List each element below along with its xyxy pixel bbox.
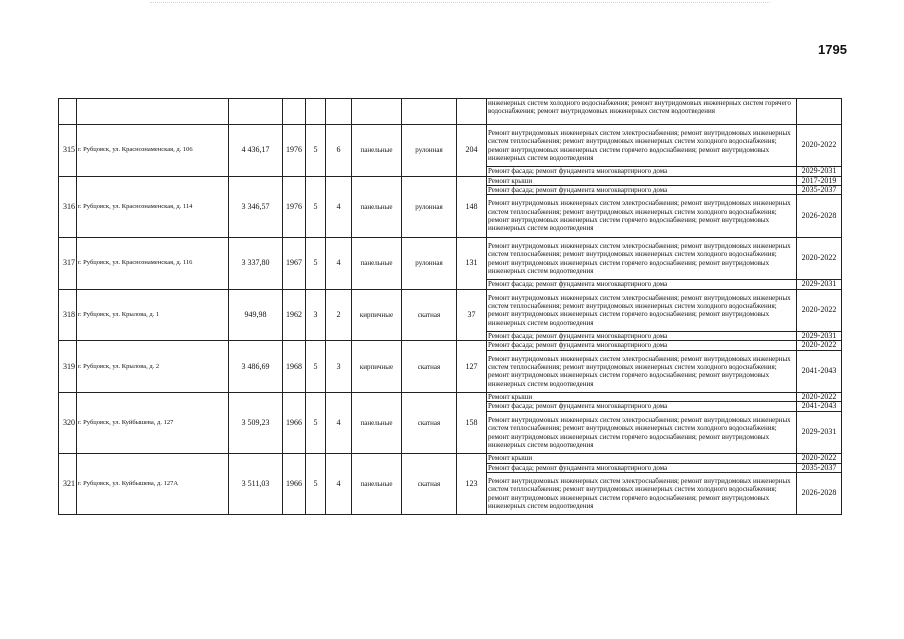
entrances-cell: 4 — [326, 237, 352, 289]
roof-type-cell: скатная — [402, 393, 457, 454]
floors-cell: 5 — [306, 393, 326, 454]
period-cell: 2020-2022 — [797, 454, 842, 463]
area-cell: 3 511,03 — [229, 454, 283, 515]
year-cell: 1966 — [283, 454, 306, 515]
year-cell: 1976 — [283, 176, 306, 237]
period-cell: 2041-2043 — [797, 350, 842, 393]
wall-material-cell: панельные — [352, 393, 402, 454]
period-cell: 2029-2031 — [797, 332, 842, 341]
table-row — [59, 237, 842, 280]
residents-cell: 204 — [457, 124, 487, 176]
work-type-cell: Ремонт фасада; ремонт фундамента многоквартирного дома — [487, 332, 797, 341]
row-number: 320 — [59, 393, 77, 454]
wall-material-cell: кирпичные — [352, 289, 402, 341]
row-number: 315 — [59, 124, 77, 176]
year-cell: 1962 — [283, 289, 306, 341]
floors-cell: 5 — [306, 341, 326, 393]
address-cell — [77, 99, 229, 125]
floors-cell: 5 — [306, 176, 326, 237]
repair-schedule-table — [58, 98, 842, 515]
row-number — [59, 99, 77, 125]
page-number: 1795 — [818, 42, 847, 57]
residents-cell: 123 — [457, 454, 487, 515]
table-row — [59, 176, 842, 185]
wall-material-cell: панельные — [352, 124, 402, 176]
period-cell: 2020-2022 — [797, 393, 842, 402]
entrances-cell: 4 — [326, 176, 352, 237]
entrances-cell — [326, 99, 352, 125]
period-cell: 2020-2022 — [797, 237, 842, 280]
wall-material-cell: панельные — [352, 237, 402, 289]
area-cell: 3 509,23 — [229, 393, 283, 454]
table-row — [59, 99, 842, 125]
residents-cell: 37 — [457, 289, 487, 341]
roof-type-cell: рулонная — [402, 176, 457, 237]
work-type-cell: Ремонт внутридомовых инженерных систем электроснабжения; ремонт внутридомовых инженерных систем теплоснабжения; ремонт внутридомовых инженерных систем холодного водоснабжения; ремонт внутридомовых инженерных систем горячего водоснабжения; ремонт внутридомовых инженерных систем водоотведения — [487, 289, 797, 332]
work-type-cell: Ремонт внутридомовых инженерных систем электроснабжения; ремонт внутридомовых инженерных систем теплоснабжения; ремонт внутридомовых инженерных систем холодного водоснабжения; ремонт внутридомовых инженерных систем горячего водоснабжения; ремонт внутридомовых инженерных систем водоотведения — [487, 124, 797, 167]
year-cell — [283, 99, 306, 125]
period-cell — [797, 99, 842, 125]
work-type-cell: Ремонт крыши — [487, 176, 797, 185]
period-cell: 2026-2028 — [797, 195, 842, 238]
work-type-cell: Ремонт внутридомовых инженерных систем электроснабжения; ремонт внутридомовых инженерных систем теплоснабжения; ремонт внутридомовых инженерных систем холодного водоснабжения; ремонт внутридомовых инженерных систем горячего водоснабжения; ремонт внутридомовых инженерных систем водоотведения — [487, 472, 797, 515]
wall-material-cell: кирпичные — [352, 341, 402, 393]
entrances-cell: 6 — [326, 124, 352, 176]
period-cell: 2041-2043 — [797, 402, 842, 411]
table-row — [59, 454, 842, 463]
work-type-cell: Ремонт фасада; ремонт фундамента многоквартирного дома — [487, 402, 797, 411]
address-cell: г. Рубцовск, ул. Куйбышева, д. 127 — [77, 393, 229, 454]
work-type-cell: Ремонт внутридомовых инженерных систем электроснабжения; ремонт внутридомовых инженерных систем теплоснабжения; ремонт внутридомовых инженерных систем холодного водоснабжения; ремонт внутридомовых инженерных систем горячего водоснабжения; ремонт внутридомовых инженерных систем водоотведения — [487, 237, 797, 280]
residents-cell: 158 — [457, 393, 487, 454]
row-number: 317 — [59, 237, 77, 289]
residents-cell: 131 — [457, 237, 487, 289]
work-type-cell: Ремонт фасада; ремонт фундамента многоквартирного дома — [487, 341, 797, 350]
row-number: 321 — [59, 454, 77, 515]
year-cell: 1976 — [283, 124, 306, 176]
work-type-cell: Ремонт внутридомовых инженерных систем электроснабжения; ремонт внутридомовых инженерных систем теплоснабжения; ремонт внутридомовых инженерных систем холодного водоснабжения; ремонт внутридомовых инженерных систем горячего водоснабжения; ремонт внутридомовых инженерных систем водоотведения — [487, 411, 797, 454]
floors-cell: 5 — [306, 454, 326, 515]
row-number: 318 — [59, 289, 77, 341]
entrances-cell: 2 — [326, 289, 352, 341]
work-type-cell: Ремонт внутридомовых инженерных систем электроснабжения; ремонт внутридомовых инженерных систем теплоснабжения; ремонт внутридомовых инженерных систем холодного водоснабжения; ремонт внутридомовых инженерных систем горячего водоснабжения; ремонт внутридомовых инженерных систем водоотведения — [487, 195, 797, 238]
year-cell: 1966 — [283, 393, 306, 454]
work-type-cell: Ремонт фасада; ремонт фундамента многоквартирного дома — [487, 167, 797, 176]
roof-type-cell — [402, 99, 457, 125]
address-cell: г. Рубцовск, ул. Куйбышева, д. 127А — [77, 454, 229, 515]
wall-material-cell: панельные — [352, 176, 402, 237]
wall-material-cell: панельные — [352, 454, 402, 515]
residents-cell: 148 — [457, 176, 487, 237]
roof-type-cell: рулонная — [402, 237, 457, 289]
address-cell: г. Рубцовск, ул. Крылова, д. 2 — [77, 341, 229, 393]
period-cell: 2020-2022 — [797, 341, 842, 350]
entrances-cell: 4 — [326, 393, 352, 454]
roof-type-cell: скатная — [402, 289, 457, 341]
residents-cell — [457, 99, 487, 125]
period-cell: 2029-2031 — [797, 411, 842, 454]
area-cell — [229, 99, 283, 125]
floors-cell — [306, 99, 326, 125]
work-type-cell: Ремонт фасада; ремонт фундамента многоквартирного дома — [487, 280, 797, 289]
period-cell: 2035-2037 — [797, 463, 842, 472]
work-type-cell: Ремонт фасада; ремонт фундамента многоквартирного дома — [487, 463, 797, 472]
work-type-cell: Ремонт фасада; ремонт фундамента многоквартирного дома — [487, 185, 797, 194]
area-cell: 949,98 — [229, 289, 283, 341]
area-cell: 3 337,80 — [229, 237, 283, 289]
year-cell: 1968 — [283, 341, 306, 393]
period-cell: 2017-2019 — [797, 176, 842, 185]
address-cell: г. Рубцовск, ул. Краснознаменская, д. 114 — [77, 176, 229, 237]
address-cell: г. Рубцовск, ул. Краснознаменская, д. 106 — [77, 124, 229, 176]
table-body — [59, 99, 842, 515]
period-cell: 2020-2022 — [797, 289, 842, 332]
work-type-cell: Ремонт внутридомовых инженерных систем электроснабжения; ремонт внутридомовых инженерных систем теплоснабжения; ремонт внутридомовых инженерных систем холодного водоснабжения; ремонт внутридомовых инженерных систем горячего водоснабжения; ремонт внутридомовых инженерных систем водоотведения — [487, 350, 797, 393]
period-cell: 2029-2031 — [797, 167, 842, 176]
area-cell: 3 486,69 — [229, 341, 283, 393]
work-type-cell: Ремонт крыши — [487, 454, 797, 463]
table-row — [59, 341, 842, 350]
table-row — [59, 124, 842, 167]
scan-artifact-line — [150, 2, 770, 5]
floors-cell: 3 — [306, 289, 326, 341]
floors-cell: 5 — [306, 124, 326, 176]
wall-material-cell — [352, 99, 402, 125]
table-row — [59, 393, 842, 402]
roof-type-cell: скатная — [402, 341, 457, 393]
work-type-cell: инженерных систем холодного водоснабжения; ремонт внутридомовых инженерных систем горячего водоснабжения; ремонт внутридомовых инженерных систем водоотведения — [487, 99, 797, 125]
entrances-cell: 3 — [326, 341, 352, 393]
area-cell: 3 346,57 — [229, 176, 283, 237]
floors-cell: 5 — [306, 237, 326, 289]
entrances-cell: 4 — [326, 454, 352, 515]
period-cell: 2020-2022 — [797, 124, 842, 167]
address-cell: г. Рубцовск, ул. Крылова, д. 1 — [77, 289, 229, 341]
address-cell: г. Рубцовск, ул. Краснознаменская, д. 116 — [77, 237, 229, 289]
period-cell: 2029-2031 — [797, 280, 842, 289]
work-type-cell: Ремонт крыши — [487, 393, 797, 402]
year-cell: 1967 — [283, 237, 306, 289]
period-cell: 2035-2037 — [797, 185, 842, 194]
roof-type-cell: скатная — [402, 454, 457, 515]
row-number: 316 — [59, 176, 77, 237]
residents-cell: 127 — [457, 341, 487, 393]
roof-type-cell: рулонная — [402, 124, 457, 176]
period-cell: 2026-2028 — [797, 472, 842, 515]
table-row — [59, 289, 842, 332]
row-number: 319 — [59, 341, 77, 393]
area-cell: 4 436,17 — [229, 124, 283, 176]
